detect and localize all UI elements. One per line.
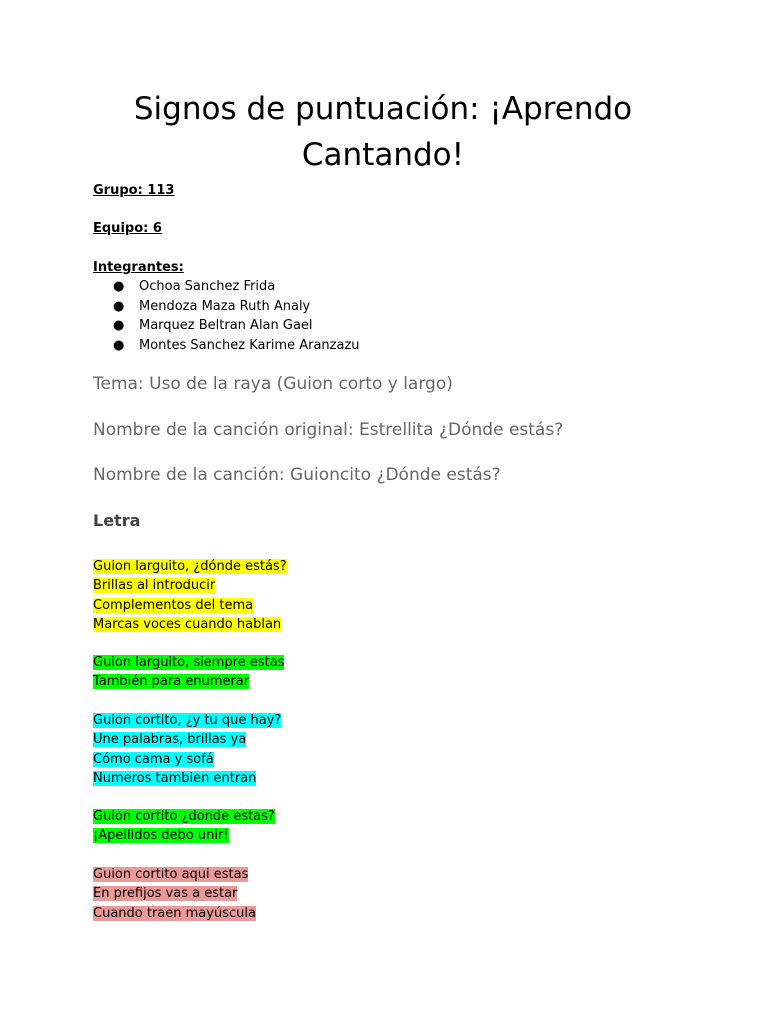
lyric-line: Guion cortito aqui estas <box>93 867 249 882</box>
lyric-line: Une palabras, brillas ya <box>93 732 247 748</box>
bullet-icon: ● <box>113 298 125 314</box>
stanza <box>93 711 281 788</box>
lyric-line: Marcas voces cuando hablan <box>93 616 282 632</box>
member-name: Montes Sanchez Karime Aranzazu <box>139 337 360 353</box>
member-name: Mendoza Maza Ruth Analy <box>139 298 311 314</box>
lyrics-heading: Letra <box>93 511 141 530</box>
stanza <box>93 807 275 846</box>
lyric-line: También para enumerar <box>93 674 250 690</box>
lyric-line: Cómo cama y sofá <box>93 751 214 767</box>
lyric-line: Complementos del tema <box>93 597 254 613</box>
list-item <box>93 336 360 356</box>
lyric-line: Guion cortito ¿donde estas? <box>93 809 275 824</box>
lyric-line: En prefijos vas a estar <box>93 886 238 902</box>
group-label: Grupo: 113 <box>93 183 175 198</box>
stanza <box>93 865 256 923</box>
page-title: Signos de puntuación: ¡Aprendo Cantando! <box>133 91 633 173</box>
list-item <box>93 277 360 297</box>
original-song-heading: Nombre de la canción original: Estrellita ¿Dónde estás? <box>93 420 564 440</box>
lyric-line: Guion larguito, siempre estas <box>93 655 285 670</box>
member-name: Marquez Beltran Alan Gael <box>139 318 313 333</box>
lyric-line: Cuando traen mayúscula <box>93 905 256 921</box>
lyric-line: ¡Apellidos debo unir! <box>93 828 229 844</box>
lyric-line: Brillas al introducir <box>93 578 216 594</box>
stanza <box>93 653 284 692</box>
bullet-icon: ● <box>113 318 125 333</box>
bullet-icon: ● <box>113 279 125 294</box>
stanza <box>93 557 287 634</box>
team-label: Equipo: 6 <box>93 221 162 236</box>
member-name: Ochoa Sanchez Frida <box>139 279 276 294</box>
lyric-line: Numeros tambien entran <box>93 770 257 786</box>
lyric-line: Guion cortito, ¿y tu que hay? <box>93 713 282 728</box>
members-list <box>93 277 360 355</box>
members-label: Integrantes: <box>93 260 184 275</box>
list-item <box>93 316 360 336</box>
lyric-line: Guion larguito, ¿dónde estás? <box>93 559 287 574</box>
list-item <box>93 297 360 317</box>
bullet-icon: ● <box>113 337 125 353</box>
topic-heading: Tema: Uso de la raya (Guion corto y largo) <box>93 374 453 394</box>
song-name-heading: Nombre de la canción: Guioncito ¿Dónde estás? <box>93 465 501 485</box>
